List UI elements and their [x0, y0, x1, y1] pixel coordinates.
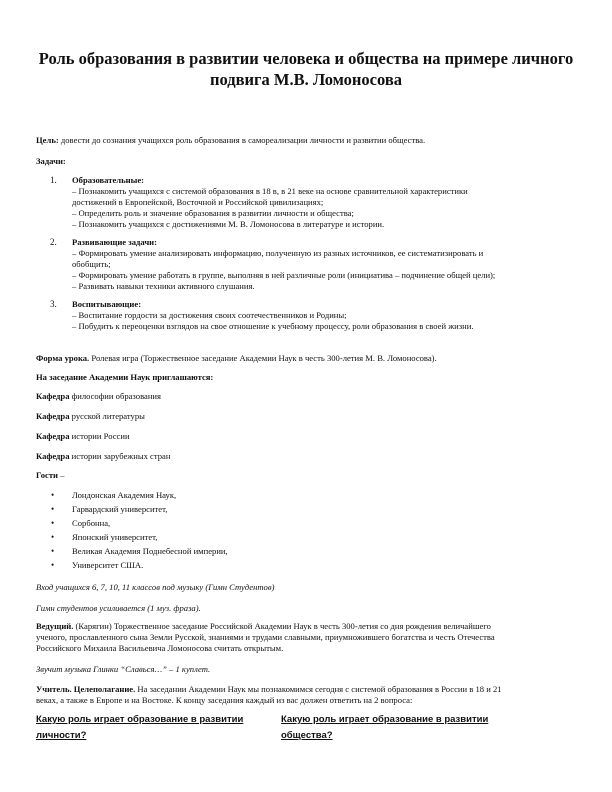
guests-label: Гости: [36, 470, 58, 480]
task-3-heading: Воспитывающие:: [72, 299, 142, 309]
department-name: истории зарубежных стран: [71, 451, 171, 461]
question-1-line-1: Какую роль играет образование в развитии: [36, 714, 244, 725]
bullet-icon: •: [51, 504, 55, 514]
department-label: Кафедра: [36, 431, 70, 441]
host-line: (Карягин) Торжественное заседание Российской Академии Наук в честь 300-летия со дня рождения величайшего: [75, 621, 491, 631]
department-label: Кафедра: [36, 451, 70, 461]
department-label: Кафедра: [36, 391, 70, 401]
title-line-2: подвига М.В. Ломоносова: [209, 70, 403, 89]
task-1-line: достижений в Европейской, Восточной и Российской цивилизациях;: [72, 197, 324, 207]
task-1-number: 1.: [50, 175, 57, 185]
department-name: философии образования: [71, 391, 161, 401]
task-1-line: – Познакомить учащихся с достижениями М. В. Ломоносова в литературе и истории.: [72, 219, 385, 229]
department-name: истории России: [71, 431, 130, 441]
department-item: [36, 411, 584, 422]
bullet-icon: •: [51, 546, 55, 556]
question-1: [36, 712, 286, 744]
guest-item: Гарвардский университет,: [72, 504, 168, 514]
teacher-label: Учитель. Целеполагание.: [36, 684, 136, 694]
question-1-line-2: личности?: [36, 730, 87, 741]
task-2-block: [72, 237, 562, 292]
task-1-line: – Познакомить учащихся с системой образования в 18 в, в 21 веке на основе сравнительной характеристики: [72, 186, 468, 196]
tasks-label: Задачи:: [36, 156, 66, 166]
goal-text: довести до сознания учащихся роль образования в самореализации личности и развитии общества.: [60, 135, 426, 145]
bullet-icon: •: [51, 532, 55, 542]
invited-heading: На заседание Академии Наук приглашаются:: [36, 372, 214, 382]
department-item: [36, 431, 584, 442]
guest-item: Великая Академия Поднебесной империи,: [72, 546, 228, 556]
document-title: [30, 48, 582, 90]
task-3-line: – Побудить к переоценки взглядов на свое отношение к учебному процессу, роли образования в своей жизни.: [72, 321, 474, 331]
question-2-line-1: Какую роль играет образование в развитии: [281, 714, 489, 725]
bullet-icon: •: [51, 490, 55, 500]
task-1-block: [72, 175, 562, 230]
bullet-icon: •: [51, 518, 55, 528]
stage-direction: Гимн студентов усиливается (1 муз. фраза).: [36, 603, 201, 613]
task-3-line: – Воспитание гордости за достижения своих соотечественников и Родины;: [72, 310, 347, 320]
task-2-line: – Формировать умение анализировать информацию, полученную из разных источников, ее систематизировать и: [72, 248, 484, 258]
teacher-line: веках, а также в Европе и на Востоке. К концу заседания каждый из вас должен ответить на 2 вопроса:: [36, 695, 413, 705]
guests-heading: [36, 470, 584, 481]
task-3-number: 3.: [50, 299, 57, 309]
form-text: Ролевая игра (Торжественное заседание Академии Наук в честь 300-летия М. В. Ломоносова).: [91, 353, 437, 363]
task-1-heading: Образовательные:: [72, 175, 144, 185]
question-2-line-2: общества?: [281, 730, 333, 741]
host-paragraph: [36, 621, 584, 654]
task-1-line: – Определить роль и значение образования в развитии личности и общества;: [72, 208, 354, 218]
stage-direction: Вход учащихся 6, 7, 10, 11 классов под музыку (Гимн Студентов): [36, 582, 275, 592]
department-name: русской литературы: [71, 411, 145, 421]
bullet-icon: •: [51, 560, 55, 570]
task-2-line: – Развивать навыки техники активного слушания.: [72, 281, 255, 291]
department-item: [36, 451, 584, 462]
guest-item: Японский университет,: [72, 532, 158, 542]
teacher-line: На заседании Академии Наук мы познакомимся сегодня с системой образования в России в 18 и 21: [137, 684, 502, 694]
question-2: [281, 712, 531, 744]
department-label: Кафедра: [36, 411, 70, 421]
host-line: ученого, прославленного сына Земли Русской, знаниями и трудами славными, приумножившего богатства и честь Отечества: [36, 632, 495, 642]
task-2-line: обобщить;: [72, 259, 111, 269]
form-paragraph: [36, 353, 584, 364]
host-line: Российского Михаила Васильевича Ломоносова считать открытым.: [36, 643, 284, 653]
goal-paragraph: [36, 135, 584, 146]
goal-label: Цель:: [36, 135, 59, 145]
guest-item: Лондонская Академия Наук,: [72, 490, 177, 500]
task-3-block: [72, 299, 562, 332]
department-item: [36, 391, 584, 402]
task-2-line: – Формировать умение работать в группе, выполняя в ней различные роли (инициатива – подчинение общей цели);: [72, 270, 496, 280]
stage-direction: Звучит музыка Глинки “Славься…” – 1 куплет.: [36, 664, 211, 674]
guest-item: Университет США.: [72, 560, 144, 570]
task-2-number: 2.: [50, 237, 57, 247]
title-line-1: Роль образования в развитии человека и общества на примере личного: [38, 49, 574, 68]
form-label: Форма урока.: [36, 353, 90, 363]
guests-dash: –: [58, 470, 65, 480]
host-label: Ведущий.: [36, 621, 74, 631]
task-2-heading: Развивающие задачи:: [72, 237, 157, 247]
guest-item: Сорбонна,: [72, 518, 111, 528]
teacher-paragraph: [36, 684, 584, 706]
